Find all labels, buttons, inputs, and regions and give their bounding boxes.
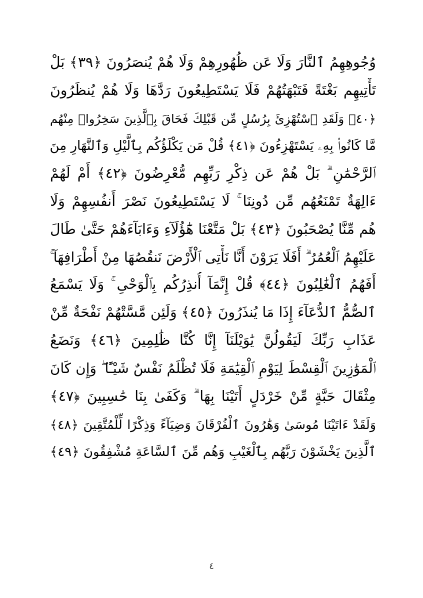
text-line: هُم مِّنَّا يُصْحَبُونَ ﴿٤٣﴾ بَلْ مَتَّعْنَا هَٰٓؤُلَآءِ وَءَابَآءَهُمْ حَتَّىٰ طَالَ (50, 221, 376, 238)
text-line: مِثْقَالَ حَبَّةٍ مِّنْ خَرْدَلٍ أَتَيْنَا بِهَا ۗ وَكَفَىٰ بِنَا حَٰسِبِينَ ﴿٤٧﴾ (50, 388, 376, 405)
text-line: مَّا كَانُوا۟ بِهِۦ يَسْتَهْزِءُونَ ﴿٤١﴾ قُلْ مَن يَكْلَؤُكُم بِٱلَّيْلِ وَٱلنَّهَارِ مِنَ (50, 139, 376, 155)
text-line: ءَالِهَةٌ تَمْنَعُهُم مِّن دُونِنَا ۚ لَا يَسْتَطِيعُونَ نَصْرَ أَنفُسِهِمْ وَلَا (50, 193, 376, 210)
text-line: ٱلَّذِينَ يَخْشَوْنَ رَبَّهُم بِٱلْغَيْبِ وَهُم مِّنَ ٱلسَّاعَةِ مُشْفِقُونَ ﴿٤٩﴾ (50, 445, 376, 461)
text-line: تَأْتِيهِم بَغْتَةً فَتَبْهَتُهُمْ فَلَا يَسْتَطِيعُونَ رَدَّهَا وَلَا هُمْ يُنظَرُونَ (50, 82, 376, 99)
page-number: ٤ (209, 562, 214, 572)
text-line: أَفَهُمُ ٱلْغَٰلِبُونَ ﴿٤٤﴾ قُلْ إِنَّمَآ أُنذِرُكُم بِٱلْوَحْىِ ۚ وَلَا يَسْمَعُ (50, 277, 376, 294)
text-line: عَذَابِ رَبِّكَ لَيَقُولُنَّ يَٰوَيْلَنَآ إِنَّا كُنَّا ظَٰلِمِينَ ﴿٤٦﴾ وَنَضَعُ (50, 332, 376, 349)
text-line: ٱلرَّحْمَٰنِ ۗ بَلْ هُمْ عَن ذِكْرِ رَبِّهِم مُّعْرِضُونَ ﴿٤٢﴾ أَمْ لَهُمْ (50, 166, 376, 183)
text-line: وُجُوهِهِمُ ٱلنَّارَ وَلَا عَن ظُهُورِهِمْ وَلَا هُمْ يُنصَرُونَ ﴿٣٩﴾ بَلْ (50, 55, 376, 71)
text-line: عَلَيْهِمُ ٱلْعُمُرُ ۗ أَفَلَا يَرَوْنَ أَنَّا نَأْتِى ٱلْأَرْضَ نَنقُصُهَا مِنْ أَطْرَافِهَآ ۚ (50, 249, 376, 266)
quran-text-block (50, 50, 376, 467)
text-line: ٱلْمَوَٰزِينَ ٱلْقِسْطَ لِيَوْمِ ٱلْقِيَٰمَةِ فَلَا تُظْلَمُ نَفْسٌ شَيْـًٔا ۖ وَإِن كَانَ (50, 360, 376, 377)
text-line: ٱلصُّمُّ ٱلدُّعَآءَ إِذَا مَا يُنذَرُونَ ﴿٤٥﴾ وَلَئِن مَّسَّتْهُمْ نَفْحَةٌ مِّنْ (50, 305, 376, 322)
text-line: ﴿٤٠﴾ وَلَقَدِ ٱسْتُهْزِئَ بِرُسُلٍ مِّن قَبْلِكَ فَحَاقَ بِٱلَّذِينَ سَخِرُوا۟ مِنْهُم (50, 111, 376, 126)
text-line: وَلَقَدْ ءَاتَيْنَا مُوسَىٰ وَهَٰرُونَ ٱلْفُرْقَانَ وَضِيَآءً وَذِكْرًا لِّلْمُتَّقِينَ ﴿٤٨﴾ (50, 417, 376, 433)
